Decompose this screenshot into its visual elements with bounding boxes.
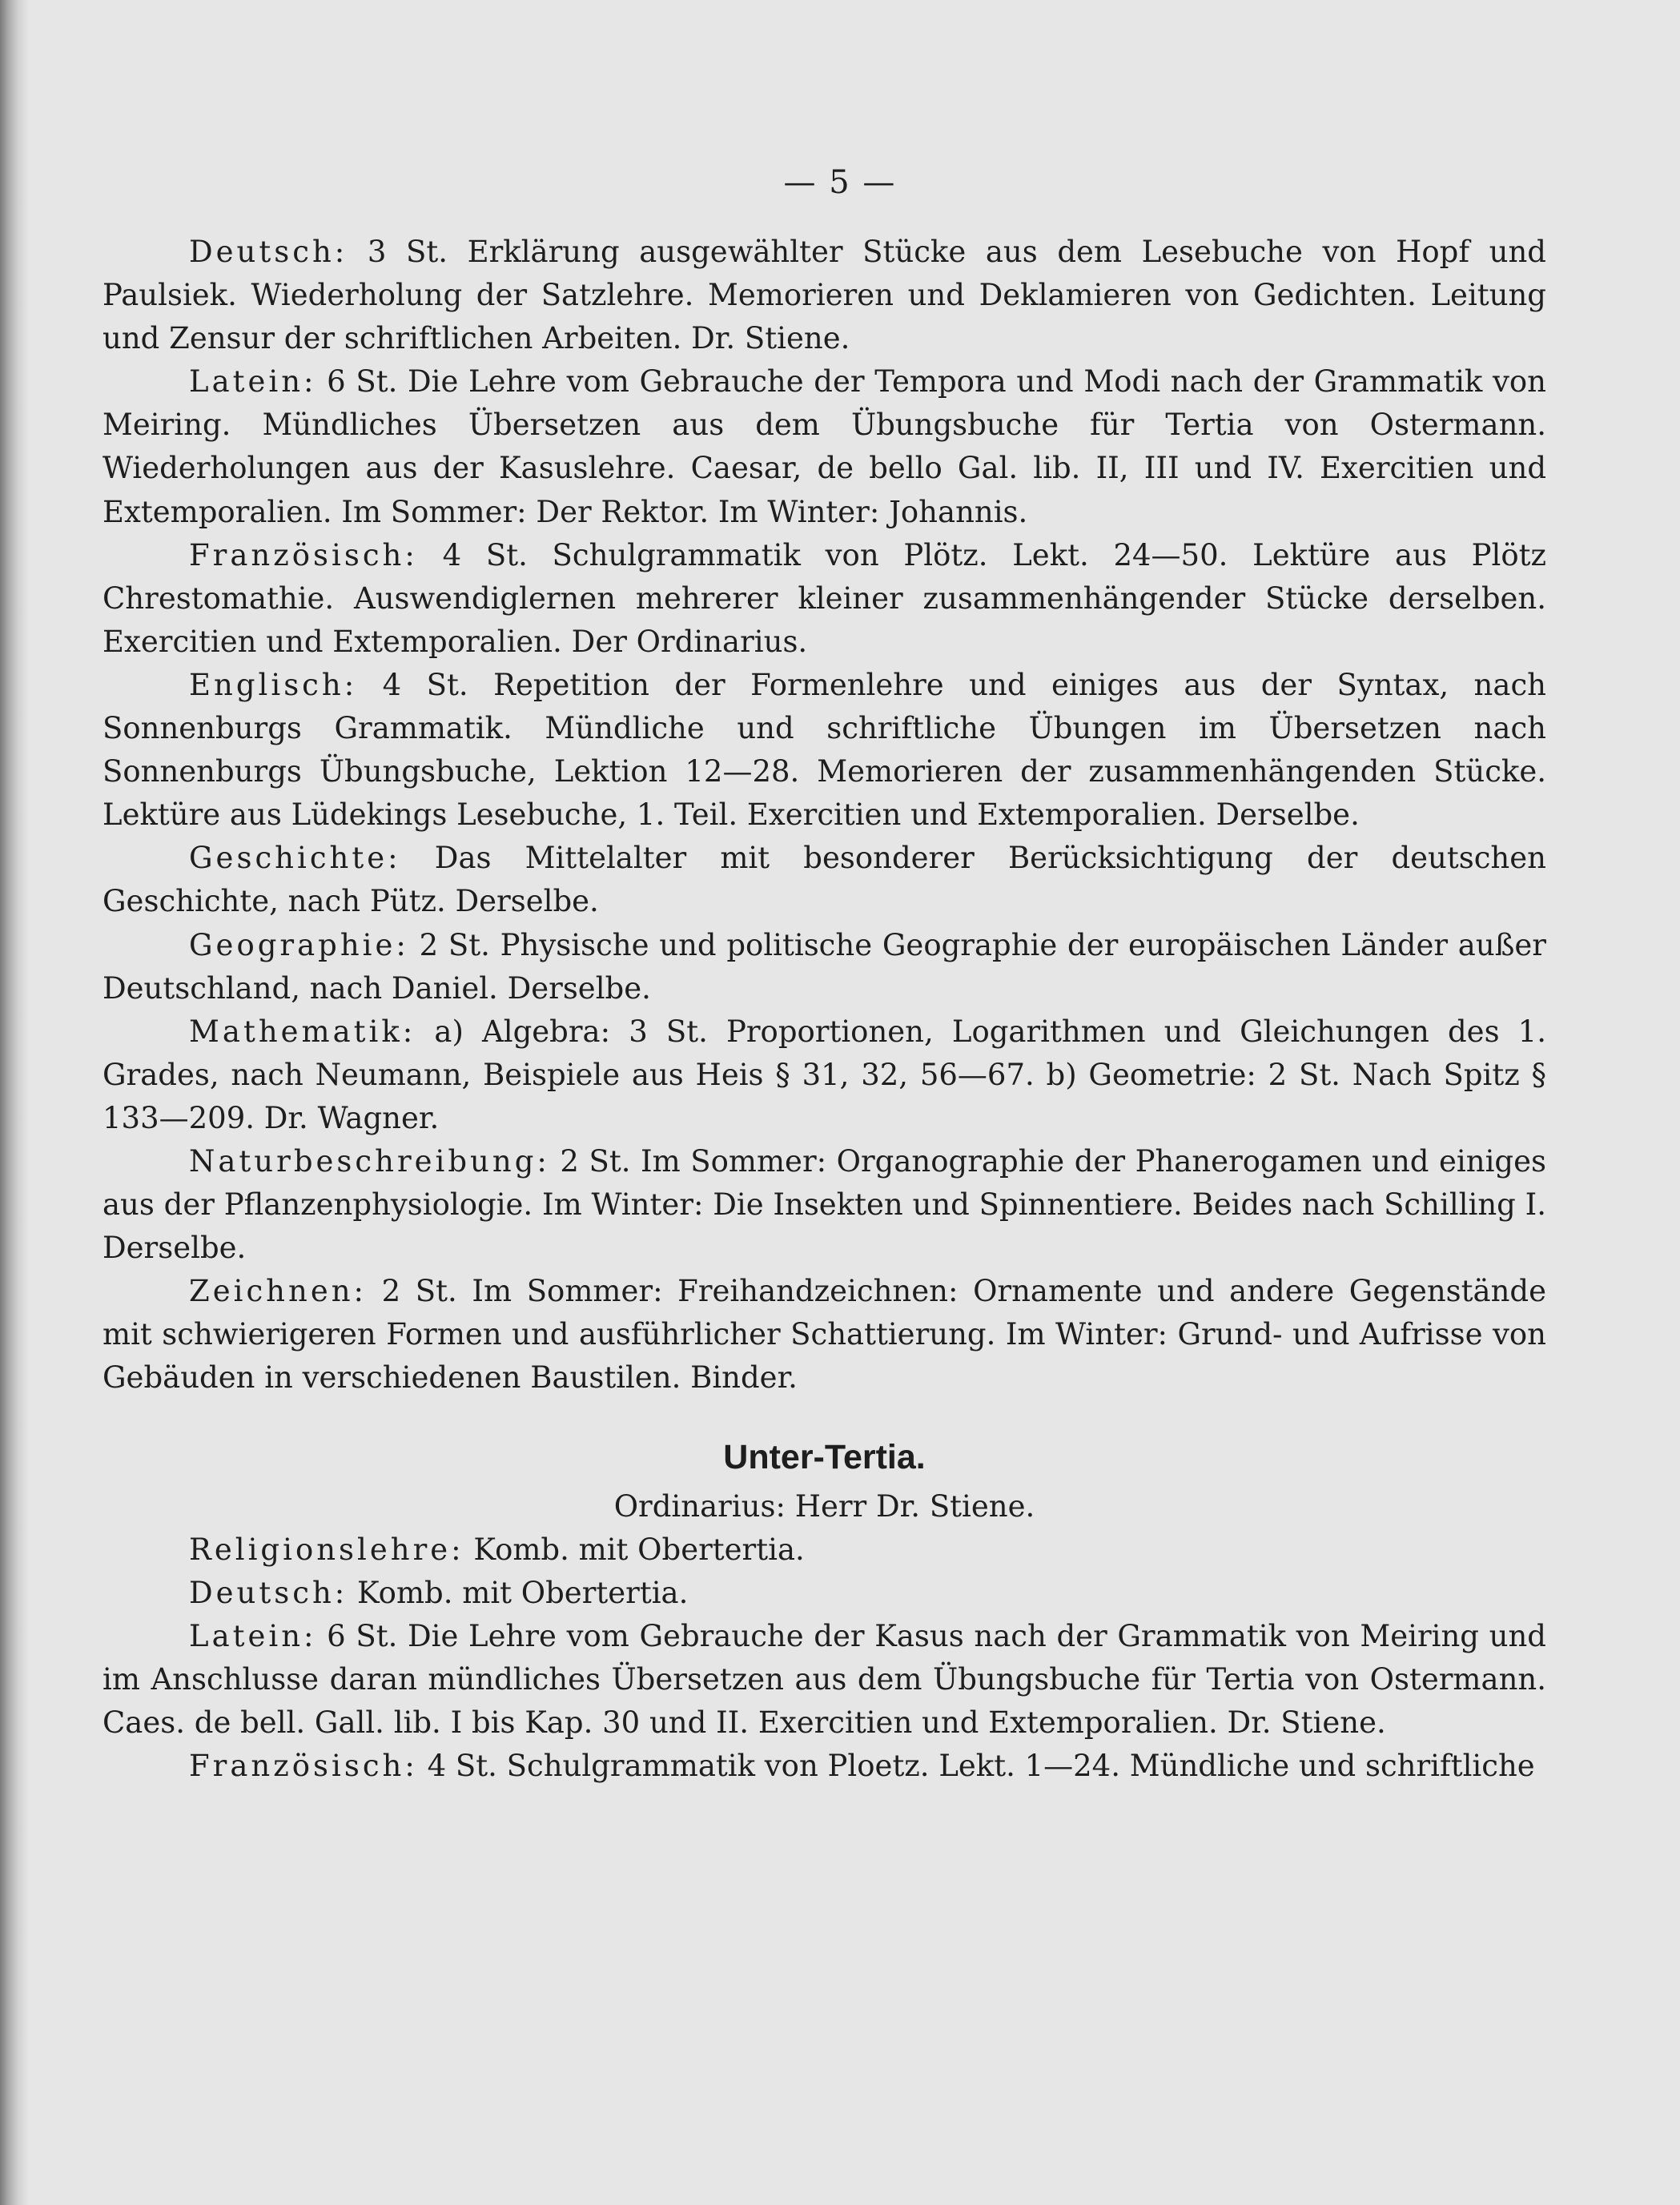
subject-label: Englisch: [189,667,358,702]
entry-text: 4 St. Schulgrammatik von Ploetz. Lekt. 1—24. Mündliche und schriftliche [417,1749,1535,1784]
page-number: — 5 — [783,164,897,201]
entry-text: 4 St. Repetition der Formenlehre und einiges aus der Syntax, nach Sonnenburgs Grammatik. Mündliche und schriftliche Übungen im Übersetzen nach Sonnenburgs Übungsbuche, Lektion 12—28. Memorieren der zusammenhängenden Stücke. Lektüre aus Lüdekings Lesebuche, 1. Teil. Exercitien und Extemporalien. Derselbe. [102,667,1546,833]
subject-label: Deutsch: [189,235,348,269]
entry-latein [102,360,1546,533]
subject-label: Latein: [189,1618,317,1653]
subject-label: Zeichnen: [189,1274,368,1309]
entry-text: 6 St. Die Lehre vom Gebrauche der Tempora und Modi nach der Grammatik von Meiring. Mündliches Übersetzen aus dem Übungsbuche für Tertia von Ostermann. Wiederholungen aus der Kasuslehre. Caesar, de bello Gal. lib. II, III und IV. Exercitien und Extemporalien. Im Sommer: Der Rektor. Im Winter: Johannis. [102,364,1546,529]
subject-label: Französisch: [189,1749,418,1784]
entry-text: 2 St. Im Sommer: Organographie der Phanerogamen und einiges aus der Pflanzenphysiologie. Im Winter: Die Insekten und Spinnentiere. Beides nach Schilling I. Derselbe. [102,1143,1546,1266]
entry-geschichte [102,837,1546,923]
entry-religionslehre [102,1528,1546,1572]
entry-englisch [102,664,1546,837]
entry-text: Das Mittelalter mit besonderer Berücksichtigung der deutschen Geschichte, nach Pütz. Derselbe. [102,841,1546,919]
subject-label: Latein: [189,364,317,400]
entry-naturbeschreibung [102,1140,1546,1270]
entry-text: 3 St. Erklärung ausgewählter Stücke aus dem Lesebuche von Hopf und Paulsiek. Wiederholung der Satzlehre. Memorieren und Deklamieren von Gedichten. Leitung und Zensur der schriftlichen Arbeiten. Dr. Stiene. [102,235,1546,356]
entry-mathematik [102,1010,1546,1140]
body-text [102,231,1546,1788]
entry-latein-unter [102,1615,1546,1745]
entry-text: 2 St. Im Sommer: Freihandzeichnen: Ornamente und andere Gegenstände mit schwierigeren Formen und ausführlicher Schattierung. Im Winter: Grund- und Aufrisse von Gebäuden in verschiedenen Baustilen. Binder. [102,1274,1546,1396]
entry-deutsch-unter [102,1572,1546,1615]
entry-text: a) Algebra: 3 St. Proportionen, Logarithmen und Gleichungen des 1. Grades, nach Neumann, Beispiele aus Heis § 31, 32, 56—67. b) Geometrie: 2 St. Nach Spitz § 133—209. Dr. Wagner. [102,1014,1546,1135]
section-heading: Unter-Tertia. [723,1437,926,1476]
subject-label: Mathematik: [189,1014,416,1049]
entry-text: Komb. mit Obertertia. [348,1575,689,1610]
entry-text: 6 St. Die Lehre vom Gebrauche der Kasus nach der Grammatik von Meiring und im Anschlusse daran mündliches Übersetzen aus dem Übungsbuche für Tertia von Ostermann. Caes. de bell. Gall. lib. I bis Kap. 30 und II. Exercitien und Extemporalien. Dr. Stiene. [102,1618,1546,1740]
subject-label: Religionslehre: [189,1532,464,1567]
scanned-page-edge [0,0,29,2205]
entry-geographie [102,924,1546,1010]
entry-deutsch [102,231,1546,360]
entry-franzoesisch-unter [102,1745,1546,1788]
subject-label: Geographie: [189,927,409,962]
subject-label: Naturbeschreibung: [189,1143,550,1179]
section-ordinarius: Ordinarius: Herr Dr. Stiene. [613,1488,1035,1524]
subject-label: Geschichte: [189,841,401,876]
subject-label: Französisch: [189,537,418,572]
entry-text: 2 St. Physische und politische Geographie der europäischen Länder außer Deutschland, nach Daniel. Derselbe. [102,927,1546,1006]
entry-franzoesisch [102,534,1546,664]
subject-label: Deutsch: [189,1575,348,1610]
entry-zeichnen [102,1270,1546,1400]
entry-text: Komb. mit Obertertia. [464,1532,805,1567]
entry-text: 4 St. Schulgrammatik von Plötz. Lekt. 24—50. Lektüre aus Plötz Chrestomathie. Auswendiglernen mehrerer kleiner zusammenhängender Stücke derselben. Exercitien und Extemporalien. Der Ordinarius. [102,537,1546,659]
